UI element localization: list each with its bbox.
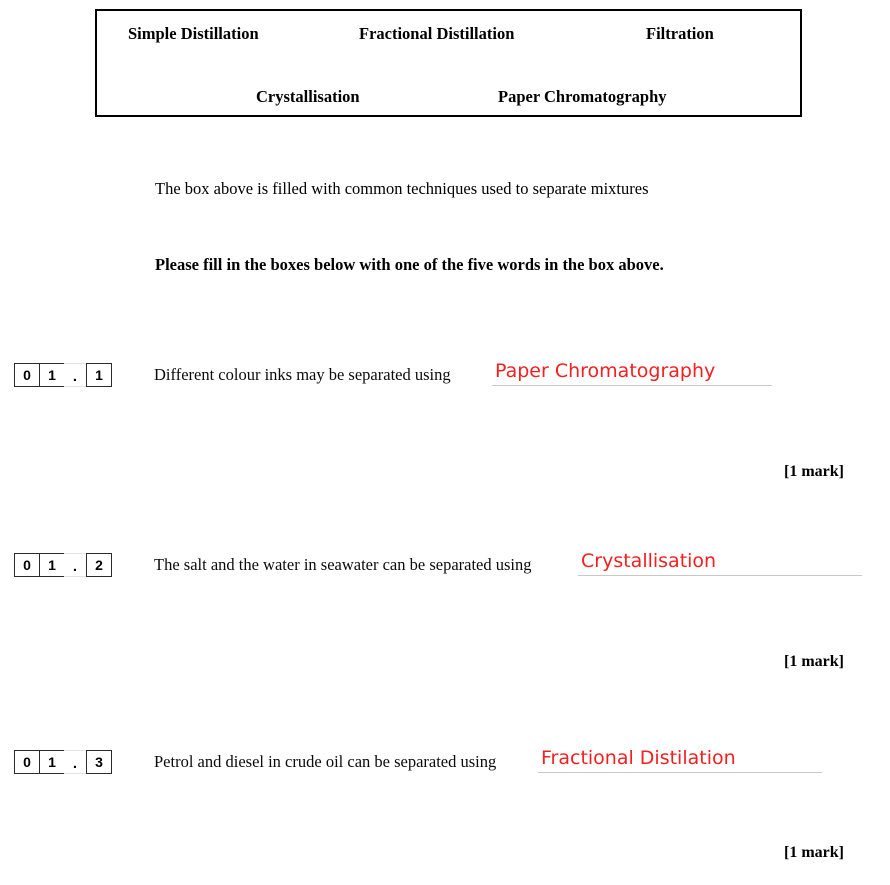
answer-underline	[578, 575, 862, 576]
question-01-3	[0, 745, 890, 875]
word-bank-row-2	[97, 86, 800, 110]
question-number-01-3	[14, 750, 111, 774]
question-number-sub-digit: 3	[86, 750, 112, 774]
question-number-separator: .	[64, 553, 86, 577]
question-01-2	[0, 548, 890, 678]
question-prompt: Different colour inks may be separated using	[154, 365, 451, 384]
mark-allocation: [1 mark]	[784, 844, 844, 861]
question-prompt: Petrol and diesel in crude oil can be separated using	[154, 752, 497, 771]
word-bank-term-crystallisation: Crystallisation	[256, 87, 360, 106]
question-number-01-1	[14, 363, 111, 387]
answer-text: Crystallisation	[581, 550, 717, 572]
instruction-line-directive: Please fill in the boxes below with one of the five words in the box above.	[155, 255, 664, 274]
answer-text: Paper Chromatography	[495, 360, 716, 382]
question-prompt: The salt and the water in seawater can be separated using	[154, 555, 532, 574]
question-number-digit: 1	[39, 363, 65, 387]
question-number-digit: 0	[14, 750, 40, 774]
answer-underline	[538, 772, 822, 773]
word-bank-term-fractional-distillation: Fractional Distillation	[359, 24, 515, 43]
answer-text: Fractional Distilation	[541, 747, 736, 769]
word-bank-term-paper-chromatography: Paper Chromatography	[498, 87, 667, 106]
word-bank-term-filtration: Filtration	[646, 24, 714, 43]
question-number-digit: 0	[14, 363, 40, 387]
word-bank-term-simple-distillation: Simple Distillation	[128, 24, 259, 43]
answer-field[interactable]	[492, 356, 772, 386]
answer-field[interactable]	[538, 743, 822, 773]
question-number-01-2	[14, 553, 111, 577]
question-number-sub-digit: 2	[86, 553, 112, 577]
answer-underline	[492, 385, 772, 386]
mark-allocation: [1 mark]	[784, 653, 844, 670]
question-number-separator: .	[64, 750, 86, 774]
question-number-digit: 1	[39, 750, 65, 774]
question-01-1	[0, 358, 890, 488]
answer-field[interactable]	[578, 546, 862, 576]
question-number-sub-digit: 1	[86, 363, 112, 387]
word-bank-row-1	[97, 23, 800, 47]
question-number-digit: 1	[39, 553, 65, 577]
question-number-separator: .	[64, 363, 86, 387]
question-number-digit: 0	[14, 553, 40, 577]
word-bank-box	[95, 9, 802, 117]
mark-allocation: [1 mark]	[784, 463, 844, 480]
instruction-line-description: The box above is filled with common techniques used to separate mixtures	[155, 179, 649, 198]
